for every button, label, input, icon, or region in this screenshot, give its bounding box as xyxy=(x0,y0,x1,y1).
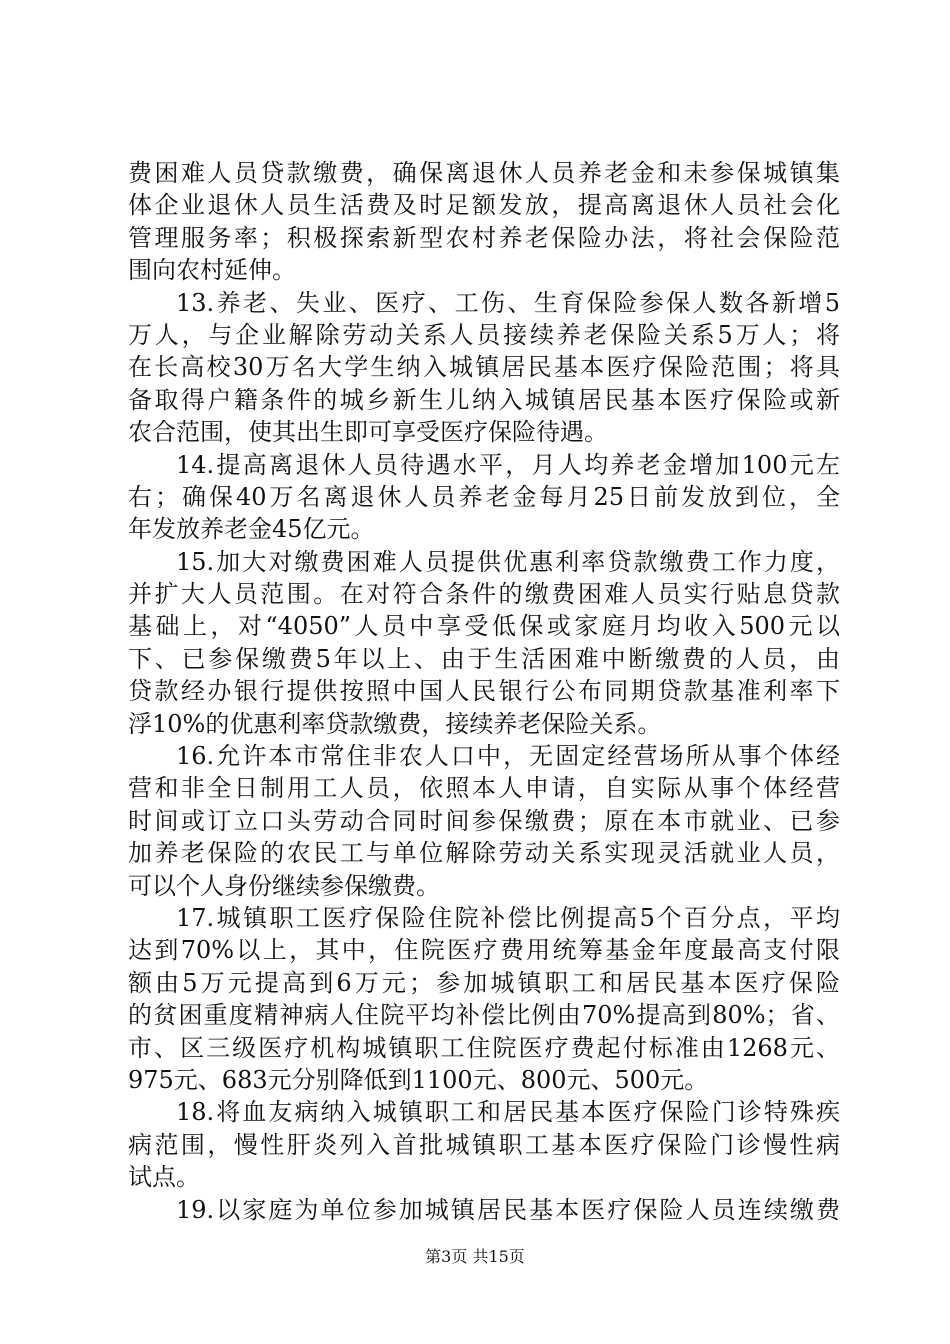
text-line: 体企业退休人员生活费及时足额发放，提高离退休人员社会化 xyxy=(128,191,840,220)
page-number-footer: 第3页 共15页 xyxy=(425,1247,525,1266)
document-body xyxy=(128,157,840,1226)
text-line: 可以个人身份继续参保缴费。 xyxy=(128,871,440,900)
text-line: 下、已参保缴费5年以上、由于生活困难中断缴费的人员，由 xyxy=(128,644,840,673)
text-line: 围向农村延伸。 xyxy=(128,256,296,285)
text-line: 额由5万元提高到6万元；参加城镇职工和居民基本医疗保险 xyxy=(128,968,840,997)
text-line: 管理服务率；积极探索新型农村养老保险办法，将社会保险范 xyxy=(128,223,840,252)
paragraph-17-start: 17.城镇职工医疗保险住院补偿比例提高5个百分点，平均 xyxy=(176,903,840,932)
paragraph-13-start: 13.养老、失业、医疗、工伤、生育保险参保人数各新增5 xyxy=(176,288,840,317)
text-line: 达到70%以上，其中，住院医疗费用统筹基金年度最高支付限 xyxy=(128,936,840,965)
text-line: 右；确保40万名离退休人员养老金每月25日前发放到位，全 xyxy=(128,482,840,511)
paragraph-16-start: 16.允许本市常住非农人口中，无固定经营场所从事个体经 xyxy=(176,742,840,771)
text-line: 年发放养老金45亿元。 xyxy=(128,515,375,544)
text-line: 加养老保险的农民工与单位解除劳动关系实现灵活就业人员， xyxy=(128,839,840,868)
paragraph-15-start: 15.加大对缴费困难人员提供优惠利率贷款缴费工作力度， xyxy=(176,547,840,576)
text-line: 的贫困重度精神病人住院平均补偿比例由70%提高到80%；省、 xyxy=(128,1001,840,1030)
text-line: 975元、683元分别降低到1100元、800元、500元。 xyxy=(128,1065,709,1094)
text-line: 市、区三级医疗机构城镇职工住院医疗费起付标准由1268元、 xyxy=(128,1033,840,1062)
text-line: 在长高校30万名大学生纳入城镇居民基本医疗保险范围；将具 xyxy=(128,353,840,382)
text-line: 农合范围，使其出生即可享受医疗保险待遇。 xyxy=(128,418,608,447)
text-line: 试点。 xyxy=(128,1163,200,1192)
paragraph-19-start: 19.以家庭为单位参加城镇居民基本医疗保险人员连续缴费 xyxy=(176,1195,840,1224)
text-line: 基础上，对“4050”人员中享受低保或家庭月均收入500元以 xyxy=(128,612,840,641)
paragraph-14-start: 14.提高离退休人员待遇水平，月人均养老金增加100元左 xyxy=(176,450,840,479)
text-line: 时间或订立口头劳动合同时间参保缴费；原在本市就业、已参 xyxy=(128,806,840,835)
text-line: 万人，与企业解除劳动关系人员接续养老保险关系5万人；将 xyxy=(128,320,840,349)
text-line: 贷款经办银行提供按照中国人民银行公布同期贷款基准利率下 xyxy=(128,677,840,706)
text-line: 并扩大人员范围。在对符合条件的缴费困难人员实行贴息贷款 xyxy=(128,580,840,609)
paragraph-18-start: 18.将血友病纳入城镇职工和居民基本医疗保险门诊特殊疾 xyxy=(176,1098,840,1127)
text-line: 浮10%的优惠利率贷款缴费，接续养老保险关系。 xyxy=(128,709,662,738)
text-line: 营和非全日制用工人员，依照本人申请，自实际从事个体经营 xyxy=(128,774,840,803)
text-line: 费困难人员贷款缴费，确保离退休人员养老金和未参保城镇集 xyxy=(128,159,840,187)
text-line: 备取得户籍条件的城乡新生儿纳入城镇居民基本医疗保险或新 xyxy=(128,385,840,414)
text-line: 病范围，慢性肝炎列入首批城镇职工基本医疗保险门诊慢性病 xyxy=(128,1130,840,1159)
